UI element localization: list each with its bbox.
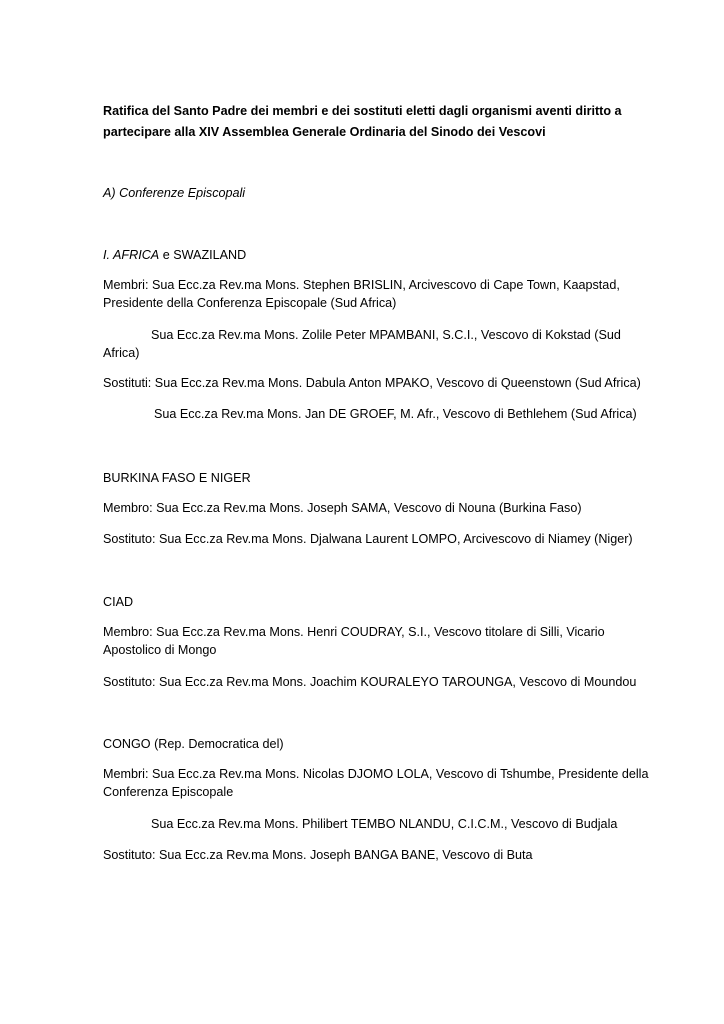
member-line: Membri: Sua Ecc.za Rev.ma Mons. Nicolas DJOMO LOLA, Vescovo di Tshumbe, Presidente della [103,767,649,781]
member-line: Conferenza Episcopale [103,785,234,799]
region-heading-ciad: CIAD [103,595,134,609]
member-line: Sua Ecc.za Rev.ma Mons. Philibert TEMBO NLANDU, C.I.C.M., Vescovo di Budjala [151,817,618,831]
member-line: Africa) [103,346,140,360]
member-line: Apostolico di Mongo [103,643,217,657]
member-line: Membro: Sua Ecc.za Rev.ma Mons. Henri COUDRAY, S.I., Vescovo titolare di Silli, Vicario [103,625,605,639]
section-heading: A) Conferenze Episcopali [103,186,246,200]
region-heading-africa [103,246,246,264]
document-title-line-2: partecipare alla XIV Assemblea Generale Ordinaria del Sinodo dei Vescovi [103,125,546,139]
member-line: Sua Ecc.za Rev.ma Mons. Zolile Peter MPAMBANI, S.C.I., Vescovo di Kokstad (Sud [151,328,621,342]
member-line: Presidente della Conferenza Episcopale (Sud Africa) [103,296,397,310]
region-heading-rest: e SWAZILAND [159,248,247,262]
substitute-line: Sua Ecc.za Rev.ma Mons. Jan DE GROEF, M. Afr., Vescovo di Bethlehem (Sud Africa) [154,407,637,421]
member-line: Membri: Sua Ecc.za Rev.ma Mons. Stephen BRISLIN, Arcivescovo di Cape Town, Kaapstad, [103,278,620,292]
region-heading-congo: CONGO (Rep. Democratica del) [103,737,284,751]
region-heading-italic: I. AFRICA [103,248,160,262]
substitute-line: Sostituto: Sua Ecc.za Rev.ma Mons. Joseph BANGA BANE, Vescovo di Buta [103,848,533,862]
substitute-line: Sostituto: Sua Ecc.za Rev.ma Mons. Joachim KOURALEYO TAROUNGA, Vescovo di Moundou [103,675,637,689]
substitute-line: Sostituto: Sua Ecc.za Rev.ma Mons. Djalwana Laurent LOMPO, Arcivescovo di Niamey (Niger) [103,532,633,546]
member-line: Membro: Sua Ecc.za Rev.ma Mons. Joseph SAMA, Vescovo di Nouna (Burkina Faso) [103,501,582,515]
substitute-line: Sostituti: Sua Ecc.za Rev.ma Mons. Dabula Anton MPAKO, Vescovo di Queenstown (Sud Africa) [103,376,641,390]
region-heading-burkina-niger: BURKINA FASO E NIGER [103,471,251,485]
document-title-line-1: Ratifica del Santo Padre dei membri e dei sostituti eletti dagli organismi aventi diritto a [103,104,622,118]
